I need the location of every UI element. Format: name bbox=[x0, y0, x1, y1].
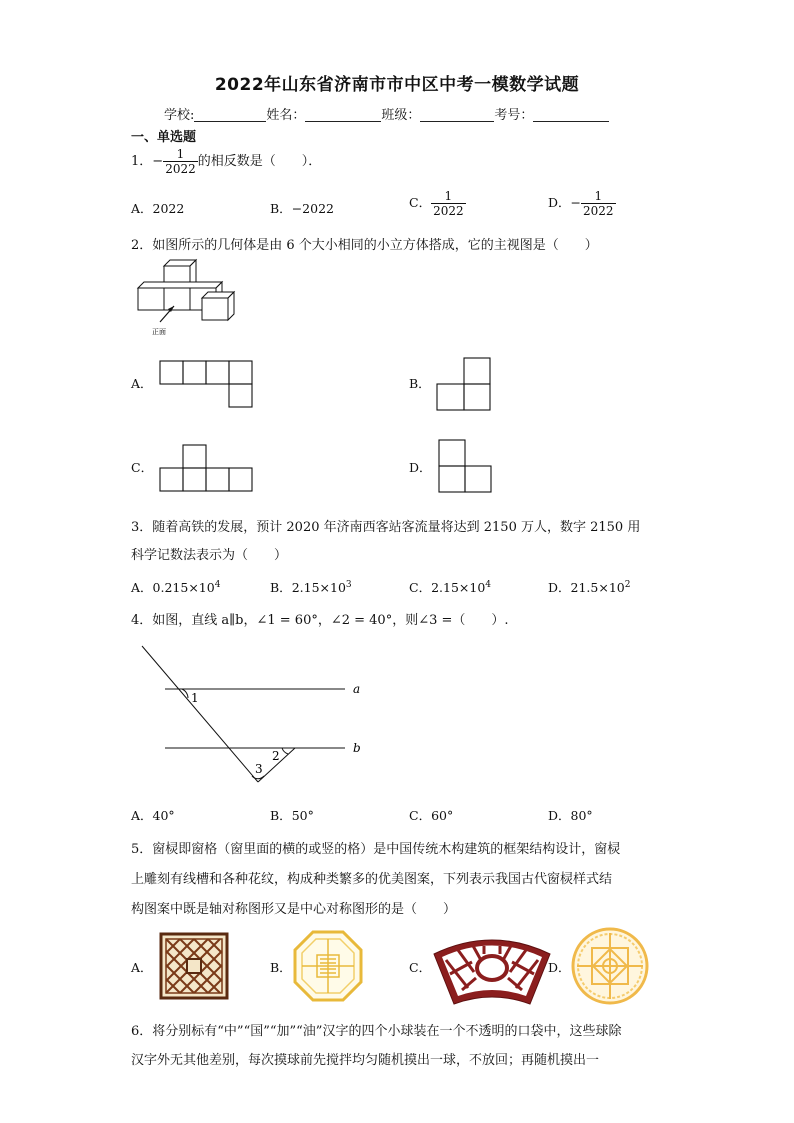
q3-option-a[interactable] bbox=[131, 578, 220, 596]
angle-3-label: 3 bbox=[255, 762, 263, 776]
q2-cube-figure bbox=[136, 258, 246, 338]
option-label: A． bbox=[131, 580, 153, 595]
question-6-line-1: 6．将分别标有“中”“国”“加”“油”汉字的四个小球装在一个不透明的口袋中，这些球除 bbox=[131, 1024, 622, 1039]
name-blank[interactable] bbox=[305, 107, 381, 122]
q4-option-b[interactable] bbox=[270, 806, 314, 824]
q1-frac-num: 1 bbox=[176, 147, 185, 161]
q5-option-a-label[interactable]: A． bbox=[131, 960, 153, 975]
exponent: 4 bbox=[485, 579, 492, 590]
q1-option-b[interactable] bbox=[270, 199, 334, 217]
q1-fraction bbox=[163, 147, 198, 176]
q1-option-d[interactable] bbox=[548, 189, 616, 218]
q5-window-pattern-b[interactable] bbox=[293, 930, 363, 1002]
option-text: 40° bbox=[152, 808, 175, 823]
q1-minus: − bbox=[152, 154, 164, 169]
section-heading: 一、单选题 bbox=[131, 130, 197, 145]
page-title: 2022年山东省济南市市中区中考一模数学试题 bbox=[214, 75, 580, 95]
option-text: 2.15×10 bbox=[291, 580, 346, 595]
q1-frac-den: 2022 bbox=[165, 162, 196, 176]
q4-option-d[interactable] bbox=[548, 806, 593, 824]
q1-option-c[interactable] bbox=[409, 189, 466, 218]
angle-1-label: 1 bbox=[191, 691, 199, 705]
q2-option-b-figure[interactable] bbox=[436, 357, 492, 411]
frac-num: 1 bbox=[594, 189, 603, 203]
exponent: 2 bbox=[624, 579, 631, 590]
q2-option-a-figure[interactable] bbox=[159, 360, 254, 410]
question-1 bbox=[131, 147, 321, 176]
q5-window-pattern-d[interactable] bbox=[570, 927, 650, 1005]
option-label: C． bbox=[409, 195, 432, 210]
option-text: 0.215×10 bbox=[152, 580, 215, 595]
q2-option-a-label[interactable]: A． bbox=[131, 376, 153, 391]
q5-option-b-label[interactable]: B． bbox=[270, 960, 292, 975]
class-label: 班级： bbox=[381, 108, 421, 123]
question-5-line-3: 构图案中既是轴对称图形又是中心对称图形的是（ ） bbox=[131, 902, 457, 917]
q1-option-a[interactable] bbox=[131, 199, 184, 217]
student-info-line bbox=[164, 104, 609, 123]
question-4: 4．如图，直线 a∥b，∠1 = 60°，∠2 = 40°，则∠3 =（ ）. bbox=[131, 613, 509, 628]
school-blank[interactable] bbox=[194, 107, 266, 122]
q2-option-c-figure[interactable] bbox=[159, 444, 254, 494]
question-3-line-2: 科学记数法表示为（ ） bbox=[131, 548, 288, 563]
q1-text: 的相反数是（ ）． bbox=[197, 154, 322, 169]
option-text: 60° bbox=[431, 808, 454, 823]
q3-option-d[interactable] bbox=[548, 578, 630, 596]
question-2: 2．如图所示的几何体是由 6 个大小相同的小立方体搭成，它的主视图是（ ） bbox=[131, 238, 598, 253]
frac-num: 1 bbox=[444, 189, 453, 203]
q2-option-d-label[interactable]: D． bbox=[409, 460, 432, 475]
frac-den: 2022 bbox=[433, 204, 464, 218]
q1-number: 1． bbox=[131, 154, 153, 169]
exam-no-label: 考号： bbox=[494, 108, 534, 123]
front-label: 正面 bbox=[152, 328, 166, 336]
option-label: A． bbox=[131, 808, 153, 823]
q3-option-c[interactable] bbox=[409, 578, 491, 596]
exponent: 4 bbox=[214, 579, 221, 590]
option-text: 80° bbox=[570, 808, 593, 823]
question-3-line-1: 3．随着高铁的发展，预计 2020 年济南西客站客流量将达到 2150 万人，数字 2150 用 bbox=[131, 520, 641, 535]
q1-d-fraction bbox=[581, 189, 616, 218]
option-label: C． bbox=[409, 808, 432, 823]
q1-c-fraction bbox=[431, 189, 466, 218]
option-label: D． bbox=[548, 580, 571, 595]
angle-2-label: 2 bbox=[272, 749, 280, 763]
minus-sign: − bbox=[570, 195, 582, 210]
q5-option-d-label[interactable]: D． bbox=[548, 960, 571, 975]
label-a: a bbox=[353, 682, 361, 696]
q2-option-d-figure[interactable] bbox=[438, 439, 494, 493]
q3-option-b[interactable] bbox=[270, 578, 352, 596]
name-label: 姓名： bbox=[266, 108, 306, 123]
question-5-line-1: 5．窗棂即窗格（窗里面的横的或竖的格）是中国传统木构建筑的框架结构设计，窗棂 bbox=[131, 842, 621, 857]
q5-window-pattern-c[interactable] bbox=[432, 932, 552, 1008]
option-label: B． bbox=[270, 580, 292, 595]
q5-window-pattern-a[interactable] bbox=[160, 933, 228, 999]
q5-option-c-label[interactable]: C． bbox=[409, 960, 432, 975]
label-b: b bbox=[353, 741, 361, 755]
exam-no-blank[interactable] bbox=[533, 107, 609, 122]
option-text: −2022 bbox=[291, 201, 334, 216]
option-text: 21.5×10 bbox=[570, 580, 625, 595]
option-label: D． bbox=[548, 195, 571, 210]
option-text: 2022 bbox=[152, 201, 185, 216]
class-blank[interactable] bbox=[420, 107, 494, 122]
q4-option-a[interactable] bbox=[131, 806, 175, 824]
option-label: D． bbox=[548, 808, 571, 823]
option-label: B． bbox=[270, 808, 292, 823]
frac-den: 2022 bbox=[583, 204, 614, 218]
q4-option-c[interactable] bbox=[409, 806, 453, 824]
school-label: 学校: bbox=[164, 108, 195, 123]
exponent: 3 bbox=[345, 579, 352, 590]
option-label: B． bbox=[270, 201, 292, 216]
q2-option-c-label[interactable]: C． bbox=[131, 460, 154, 475]
option-text: 50° bbox=[291, 808, 314, 823]
option-text: 2.15×10 bbox=[431, 580, 486, 595]
q4-parallel-lines-figure bbox=[130, 640, 370, 790]
question-6-line-2: 汉字外无其他差别，每次摸球前先搅拌均匀随机摸出一球，不放回；再随机摸出一 bbox=[131, 1053, 600, 1068]
transversal bbox=[142, 646, 258, 782]
question-5-line-2: 上雕刻有线槽和各种花纹，构成种类繁多的优美图案，下列表示我国古代窗棂样式结 bbox=[131, 872, 613, 887]
option-label: C． bbox=[409, 580, 432, 595]
q2-option-b-label[interactable]: B． bbox=[409, 376, 431, 391]
option-label: A． bbox=[131, 201, 153, 216]
